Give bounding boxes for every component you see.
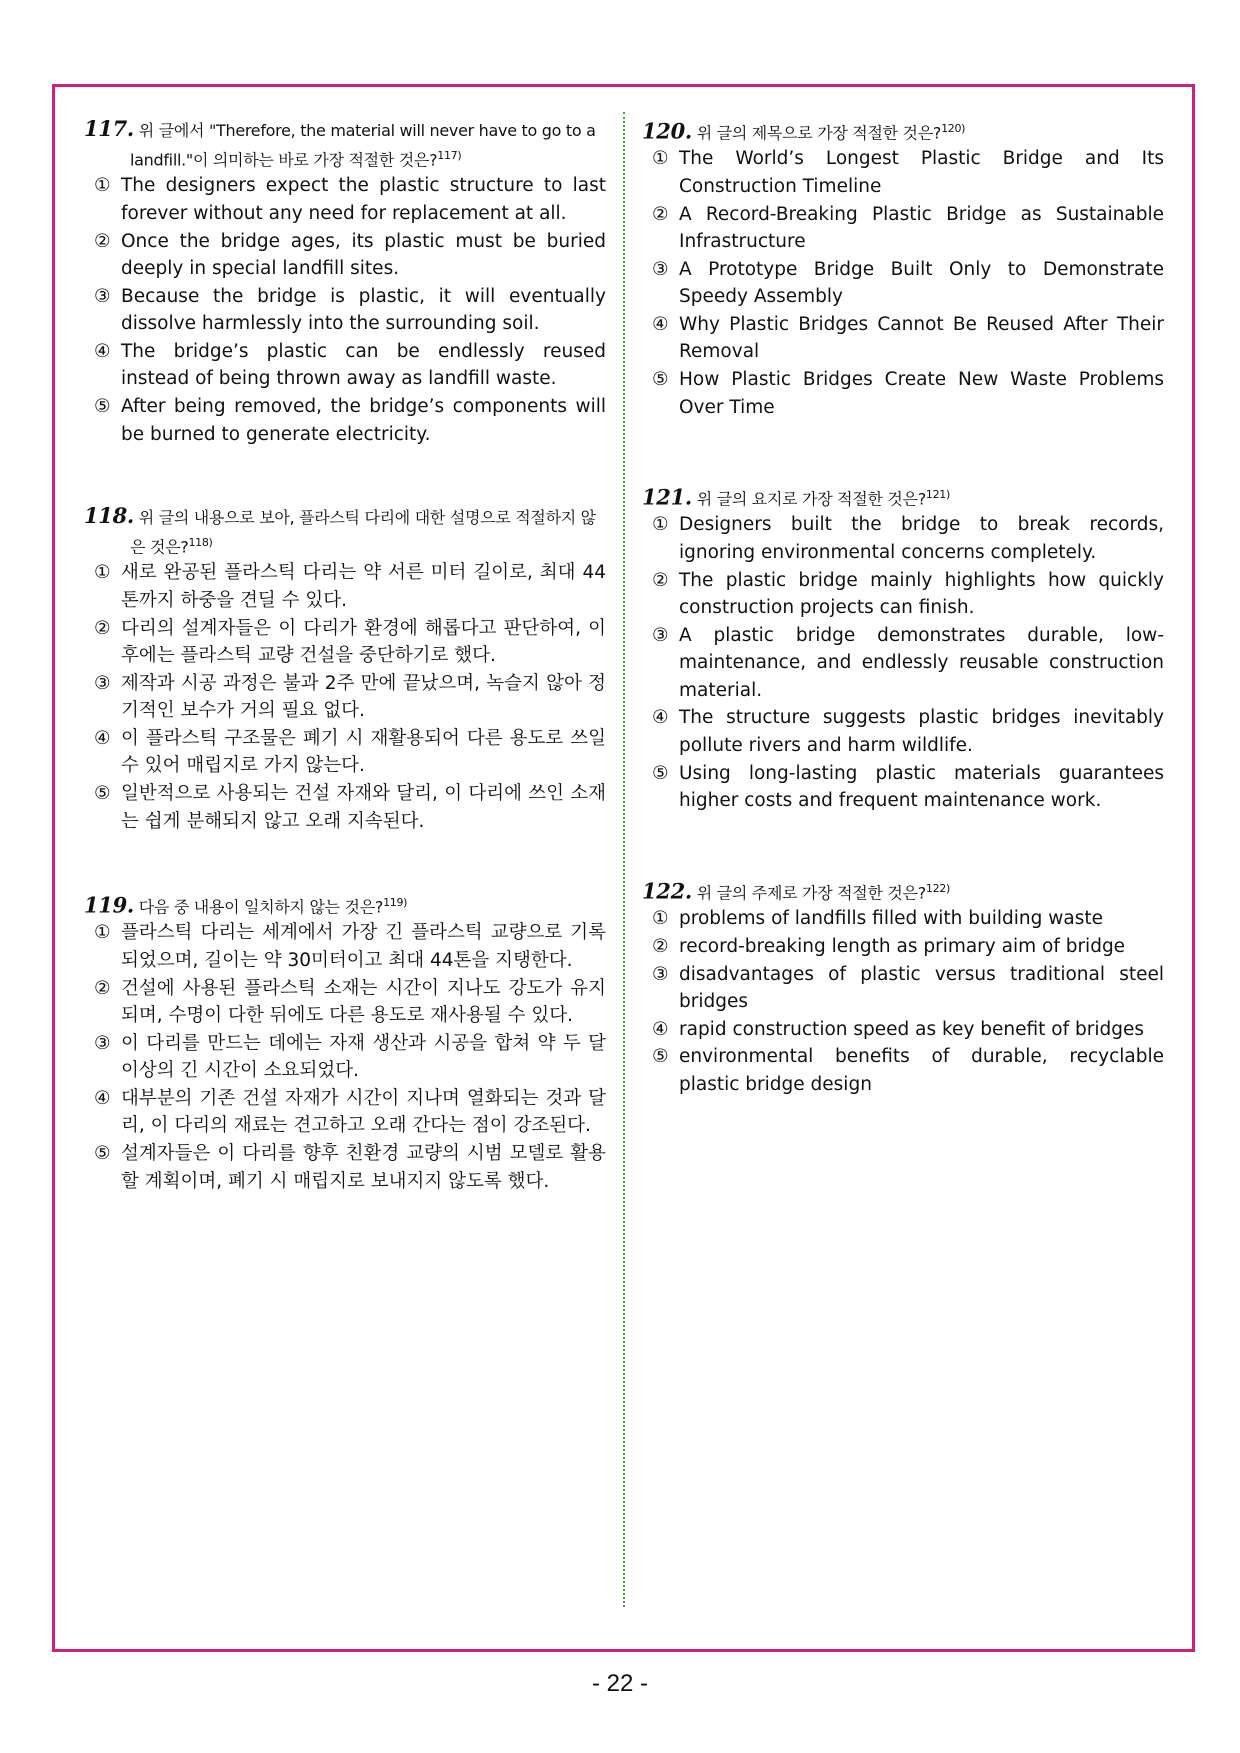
answer-option[interactable] [642, 201, 1164, 256]
question-119 [84, 890, 606, 1195]
answer-option[interactable] [84, 1085, 606, 1140]
footnote-ref: 120) [941, 122, 966, 135]
answer-option[interactable] [84, 1140, 606, 1195]
answer-option[interactable] [642, 311, 1164, 366]
answer-option[interactable] [642, 961, 1164, 1016]
answer-option[interactable] [642, 704, 1164, 759]
answer-option[interactable] [84, 393, 606, 448]
option-number: ③ [652, 963, 669, 985]
question-text: 다음 중 내용이 일치하지 않는 것은? [138, 897, 384, 917]
option-number: ② [94, 977, 111, 999]
question-number: 120. [642, 118, 692, 144]
question-number: 119. [84, 892, 134, 918]
option-text: 일반적으로 사용되는 건설 자재와 달리, 이 다리에 쓰인 소재는 쉽게 분해되지 않고 오래 지속된다. [121, 783, 606, 832]
question-text: 위 글의 내용으로 보아, 플라스틱 다리에 대한 설명으로 적절하지 않은 것은? [130, 508, 596, 557]
answer-option[interactable] [84, 228, 606, 283]
question-prompt [642, 876, 1164, 905]
option-text: Because the bridge is plastic, it will eventually dissolve harmlessly into the surrounding soil. [121, 285, 606, 335]
question-prompt [642, 482, 1164, 511]
answer-option[interactable] [84, 559, 606, 614]
option-number: ③ [94, 285, 111, 307]
answer-option[interactable] [642, 145, 1164, 200]
option-text: The plastic bridge mainly highlights how quickly construction projects can finish. [679, 569, 1164, 619]
option-number: ⑤ [652, 762, 669, 784]
answer-option[interactable] [84, 975, 606, 1030]
option-text: Why Plastic Bridges Cannot Be Reused After Their Removal [679, 313, 1164, 363]
option-text: 건설에 사용된 플라스틱 소재는 시간이 지나도 강도가 유지되며, 수명이 다한 뒤에도 다른 용도로 재사용될 수 있다. [121, 977, 606, 1027]
option-text: environmental benefits of durable, recyclable plastic bridge design [679, 1046, 1164, 1095]
option-text: problems of landfills filled with building waste [679, 908, 1103, 930]
question-number: 118. [84, 503, 134, 528]
question-121 [642, 482, 1164, 815]
answer-option[interactable] [84, 615, 606, 670]
option-number: ② [652, 569, 669, 591]
question-122 [642, 876, 1164, 1098]
footnote-ref: 117) [437, 149, 462, 162]
footnote-ref: 122) [925, 882, 950, 895]
answer-option[interactable] [84, 725, 606, 780]
option-text: 플라스틱 다리는 세계에서 가장 긴 플라스틱 교량으로 기록되었으며, 길이는 약 30미터이고 최대 44톤을 지탱한다. [121, 922, 606, 971]
option-number: ⑤ [652, 369, 669, 391]
option-number: ⑤ [94, 1143, 111, 1165]
answer-option[interactable] [642, 1043, 1164, 1098]
option-text: disadvantages of plastic versus traditional steel bridges [679, 963, 1164, 1013]
answer-option[interactable] [84, 338, 606, 393]
option-number: ① [94, 175, 111, 197]
footnote-ref: 121) [925, 488, 950, 501]
answer-option[interactable] [642, 933, 1164, 961]
option-text: The structure suggests plastic bridges inevitably pollute rivers and harm wildlife. [679, 707, 1164, 757]
option-number: ⑤ [94, 396, 111, 418]
option-number: ② [652, 203, 669, 225]
answer-option[interactable] [84, 780, 606, 835]
option-text: 새로 완공된 플라스틱 다리는 약 서른 미터 길이로, 최대 44톤까지 하중을 견딜 수 있다. [121, 562, 606, 611]
option-text: A Record-Breaking Plastic Bridge as Sustainable Infrastructure [679, 203, 1164, 253]
option-number: ② [652, 935, 669, 957]
option-text: 다리의 설계자들은 이 다리가 환경에 해롭다고 판단하여, 이후에는 플라스틱 교량 건설을 중단하기로 했다. [121, 617, 606, 667]
option-text: 이 플라스틱 구조물은 폐기 시 재활용되어 다른 용도로 쓰일 수 있어 매립지로 가지 않는다. [121, 727, 606, 777]
question-text: 위 글에서 "Therefore, the material will never have to go to a landfill."이 의미하는 바로 가장 적절한 것은? [130, 121, 596, 170]
option-text: Using long-lasting plastic materials guarantees higher costs and frequent maintenance work. [679, 762, 1164, 812]
question-118 [84, 503, 606, 835]
option-number: ④ [94, 1087, 111, 1109]
option-number: ① [652, 514, 669, 536]
answer-option[interactable] [84, 1030, 606, 1085]
answer-option[interactable] [84, 172, 606, 227]
option-number: ② [94, 230, 111, 252]
option-text: Designers built the bridge to break records, ignoring environmental concerns completely. [679, 514, 1164, 563]
option-number: ⑤ [652, 1046, 669, 1068]
question-text: 위 글의 주제로 가장 적절한 것은? [696, 883, 926, 903]
column-divider [623, 112, 625, 1607]
option-text: record-breaking length as primary aim of bridge [679, 935, 1126, 957]
answer-option[interactable] [642, 622, 1164, 705]
question-text: 위 글의 제목으로 가장 적절한 것은? [696, 123, 942, 143]
option-number: ④ [652, 1018, 669, 1040]
question-number: 117. [84, 116, 134, 141]
answer-option[interactable] [642, 567, 1164, 622]
option-text: 제작과 시공 과정은 불과 2주 만에 끝났으며, 녹슬지 않아 정기적인 보수가 거의 필요 없다. [121, 672, 606, 722]
option-number: ① [652, 148, 669, 170]
question-prompt [84, 890, 606, 919]
answer-option[interactable] [642, 511, 1164, 566]
question-number: 122. [642, 878, 692, 904]
page-number: - 22 - [591, 1670, 648, 1697]
option-number: ③ [652, 258, 669, 280]
option-number: ⑤ [94, 783, 111, 805]
question-120 [642, 116, 1164, 421]
option-number: ① [94, 562, 111, 584]
option-text: A plastic bridge demonstrates durable, low-maintenance, and endlessly reusable construction material. [679, 624, 1164, 701]
option-text: 이 다리를 만드는 데에는 자재 생산과 시공을 합쳐 약 두 달 이상의 긴 시간이 소요되었다. [121, 1032, 606, 1082]
option-number: ③ [94, 672, 111, 694]
answer-option[interactable] [642, 256, 1164, 311]
option-text: 대부분의 기존 건설 자재가 시간이 지나며 열화되는 것과 달리, 이 다리의 재료는 견고하고 오래 간다는 점이 강조된다. [121, 1087, 606, 1137]
answer-option[interactable] [642, 366, 1164, 421]
option-number: ④ [94, 340, 111, 362]
option-text: rapid construction speed as key benefit of bridges [679, 1018, 1144, 1040]
question-prompt [84, 116, 606, 172]
question-prompt [642, 116, 1164, 145]
option-number: ④ [652, 313, 669, 335]
option-text: How Plastic Bridges Create New Waste Problems Over Time [679, 369, 1164, 418]
answer-option[interactable] [84, 919, 606, 974]
option-number: ② [94, 617, 111, 639]
option-text: The designers expect the plastic structure to last forever without any need for replacement at all. [121, 175, 606, 224]
option-number: ① [652, 908, 669, 930]
answer-option[interactable] [642, 905, 1164, 933]
question-number: 121. [642, 484, 692, 510]
option-text: A Prototype Bridge Built Only to Demonstrate Speedy Assembly [679, 258, 1164, 308]
question-117 [84, 116, 606, 448]
answer-option[interactable] [84, 670, 606, 725]
footnote-ref: 119) [383, 896, 408, 909]
answer-option[interactable] [84, 283, 606, 338]
footnote-ref: 118) [188, 536, 213, 549]
answer-option[interactable] [642, 760, 1164, 815]
option-text: After being removed, the bridge’s components will be burned to generate electricity. [121, 396, 606, 445]
option-text: 설계자들은 이 다리를 향후 친환경 교량의 시범 모델로 활용할 계획이며, 폐기 시 매립지로 보내지지 않도록 했다. [121, 1143, 606, 1192]
option-number: ④ [94, 727, 111, 749]
answer-option[interactable] [642, 1016, 1164, 1044]
option-number: ③ [94, 1032, 111, 1054]
option-text: The bridge’s plastic can be endlessly reused instead of being thrown away as landfill waste. [121, 340, 606, 390]
option-number: ① [94, 922, 111, 944]
option-text: The World’s Longest Plastic Bridge and Its Construction Timeline [679, 148, 1164, 197]
option-text: Once the bridge ages, its plastic must be buried deeply in special landfill sites. [121, 230, 606, 280]
question-prompt [84, 503, 606, 559]
question-text: 위 글의 요지로 가장 적절한 것은? [696, 489, 926, 509]
option-number: ③ [652, 624, 669, 646]
option-number: ④ [652, 707, 669, 729]
